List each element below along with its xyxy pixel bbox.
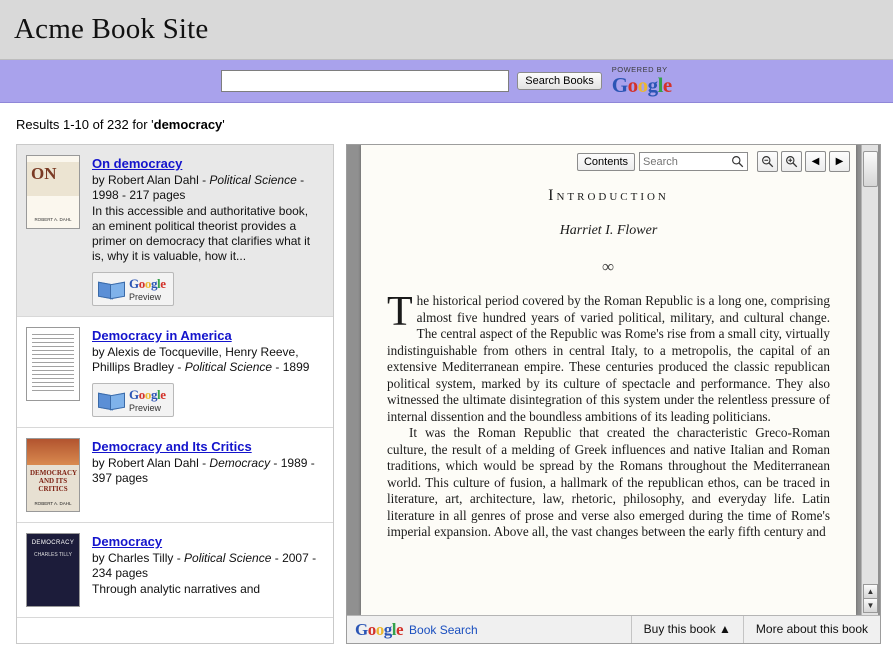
viewer-footer bbox=[347, 615, 880, 643]
cover-title-text: DEMOCRACY AND ITS CRITICS bbox=[30, 469, 78, 493]
result-byline: by Alexis de Tocqueville, Henry Reeve, Phillips Bradley - bbox=[92, 345, 299, 374]
result-title-link[interactable]: On democracy bbox=[92, 156, 183, 171]
result-body bbox=[92, 438, 323, 512]
result-meta bbox=[92, 173, 323, 203]
result-details: - 1989 - 397 pages bbox=[92, 456, 315, 485]
result-body bbox=[92, 533, 323, 607]
google-preview-badge[interactable] bbox=[92, 272, 174, 306]
cover-author-text: ROBERT A. DAHL bbox=[34, 501, 72, 506]
page-heading: Introduction bbox=[548, 187, 669, 204]
book-thumbnail[interactable] bbox=[26, 533, 82, 607]
book-icon bbox=[98, 392, 124, 409]
result-title-link[interactable]: Democracy bbox=[92, 534, 163, 549]
list-item[interactable] bbox=[17, 317, 333, 428]
book-thumbnail[interactable] bbox=[26, 327, 82, 417]
book-viewer bbox=[346, 144, 881, 644]
search-books-button[interactable]: Search Books bbox=[517, 72, 601, 90]
viewer-toolbar bbox=[577, 151, 850, 172]
result-byline: by Charles Tilly - bbox=[92, 551, 185, 565]
result-details: - 1998 - 217 pages bbox=[92, 173, 305, 202]
book-search-brand[interactable] bbox=[347, 620, 631, 640]
result-snippet: In this accessible and authoritative book, an eminent political theorist provides a primer on democracy that clarifies what it is, why it is valuable, how it... bbox=[92, 204, 311, 263]
next-page-icon[interactable]: ▶ bbox=[829, 151, 850, 172]
result-subject: Democracy bbox=[209, 456, 271, 470]
list-item[interactable] bbox=[17, 428, 333, 523]
page-title: Acme Book Site bbox=[14, 13, 209, 45]
zoom-in-icon[interactable] bbox=[781, 151, 802, 172]
result-details: - 1899 bbox=[272, 360, 310, 374]
results-summary-suffix: ' bbox=[222, 117, 225, 132]
result-body bbox=[92, 155, 323, 306]
book-icon bbox=[98, 281, 124, 298]
cover-title-text: DEMOCRACY bbox=[31, 540, 75, 546]
result-meta bbox=[92, 345, 323, 375]
more-about-this-book-button[interactable]: More about this book bbox=[743, 616, 880, 643]
powered-by-label: POWERED BY bbox=[611, 65, 668, 75]
google-logo-footer: Google bbox=[355, 619, 404, 639]
google-logo-small: Google bbox=[129, 276, 166, 291]
page-paragraph-1 bbox=[387, 289, 830, 425]
results-summary-query: democracy bbox=[153, 117, 223, 132]
book-cover-image bbox=[26, 327, 80, 401]
powered-by-google bbox=[612, 66, 672, 96]
contents-button[interactable]: Contents bbox=[577, 153, 635, 171]
main-content bbox=[0, 144, 893, 644]
site-header bbox=[0, 0, 893, 60]
book-thumbnail[interactable] bbox=[26, 155, 82, 306]
result-byline: by Robert Alan Dahl - bbox=[92, 456, 210, 470]
book-page bbox=[361, 145, 856, 615]
buy-this-book-button[interactable]: Buy this book ▲ bbox=[631, 616, 743, 643]
scroll-down-icon[interactable]: ▼ bbox=[863, 598, 878, 613]
magnifier-icon[interactable] bbox=[728, 155, 747, 168]
scrollbar-thumb[interactable] bbox=[863, 151, 878, 187]
search-bar bbox=[0, 60, 893, 103]
dropcap-letter: T bbox=[387, 289, 413, 335]
preview-label: Preview bbox=[129, 403, 162, 413]
google-preview-badge[interactable] bbox=[92, 383, 174, 417]
cover-title-text: ON bbox=[31, 164, 57, 183]
book-cover-image bbox=[26, 438, 80, 512]
page-paragraph-1-text: he historical period covered by the Roman Republic is a long one, comprising almost five hundred years of varied political, military, and cultural change. The central aspect of the Republic was Rome's rise from a small city, virtually indistinguishable from others in central Italy, to a metropolis, the capital of an extensive Mediterranean empire. These centuries produced the classic republican political system, marked by its culture of spectacle and performance. They also witnessed the ultimate disintegration of this system under the relentless pressure of internal dissention and the boundless ambitions of its leading politicians. bbox=[387, 293, 830, 424]
result-details: - 2007 - 234 pages bbox=[92, 551, 317, 580]
result-subject: Political Science bbox=[184, 551, 272, 565]
previous-page-icon[interactable]: ◀ bbox=[805, 151, 826, 172]
results-summary bbox=[0, 103, 893, 144]
book-cover-image bbox=[26, 155, 80, 229]
results-list[interactable] bbox=[16, 144, 334, 644]
result-subject: Political Science bbox=[184, 360, 273, 374]
preview-label: Preview bbox=[129, 292, 162, 302]
cover-author-text: CHARLES TILLY bbox=[34, 552, 72, 558]
result-meta bbox=[92, 456, 323, 486]
result-snippet: Through analytic narratives and bbox=[92, 582, 261, 596]
result-meta bbox=[92, 551, 323, 581]
ornament-icon: ∞ bbox=[601, 257, 616, 276]
results-summary-prefix: Results 1-10 of 232 for ' bbox=[16, 117, 154, 132]
page-paragraph-2: It was the Roman Republic that created the characteristic Greco-Roman culture, the result of a melding of Greek influences and native Italian and Roman traditions, which would be spread by the Romans throughout the Mediterranean world. This culture of fusion, a hallmark of the republican ethos, can be traced in literature, art, architecture, law, rhetoric, philosophy, and everyday life. Latin literature in all genres of prose and verse also emerged during the time of Rome's imperial expansion. Above all, the vast changes between the early fifth century and bbox=[387, 425, 830, 539]
book-cover-image bbox=[26, 533, 80, 607]
viewer-search-input[interactable] bbox=[640, 154, 728, 169]
result-title-link[interactable]: Democracy in America bbox=[92, 328, 232, 343]
result-title-link[interactable]: Democracy and Its Critics bbox=[92, 439, 252, 454]
page-author: Harriet I. Flower bbox=[559, 223, 658, 238]
book-search-label[interactable]: Book Search bbox=[409, 622, 478, 637]
list-item[interactable] bbox=[17, 145, 333, 317]
search-input[interactable] bbox=[221, 70, 509, 92]
book-viewer-body[interactable] bbox=[347, 145, 880, 615]
google-logo: Google bbox=[611, 72, 672, 97]
result-subject: Political Science bbox=[209, 173, 297, 187]
cover-author-text: ROBERT A. DAHL bbox=[34, 217, 72, 222]
viewer-scrollbar[interactable] bbox=[861, 145, 878, 615]
result-body bbox=[92, 327, 323, 417]
result-byline: by Robert Alan Dahl - bbox=[92, 173, 210, 187]
zoom-out-icon[interactable] bbox=[757, 151, 778, 172]
scroll-up-icon[interactable]: ▲ bbox=[863, 584, 878, 599]
book-thumbnail[interactable] bbox=[26, 438, 82, 512]
google-logo-small: Google bbox=[129, 387, 166, 402]
list-item[interactable] bbox=[17, 523, 333, 618]
viewer-search-wrapper[interactable] bbox=[639, 152, 748, 171]
